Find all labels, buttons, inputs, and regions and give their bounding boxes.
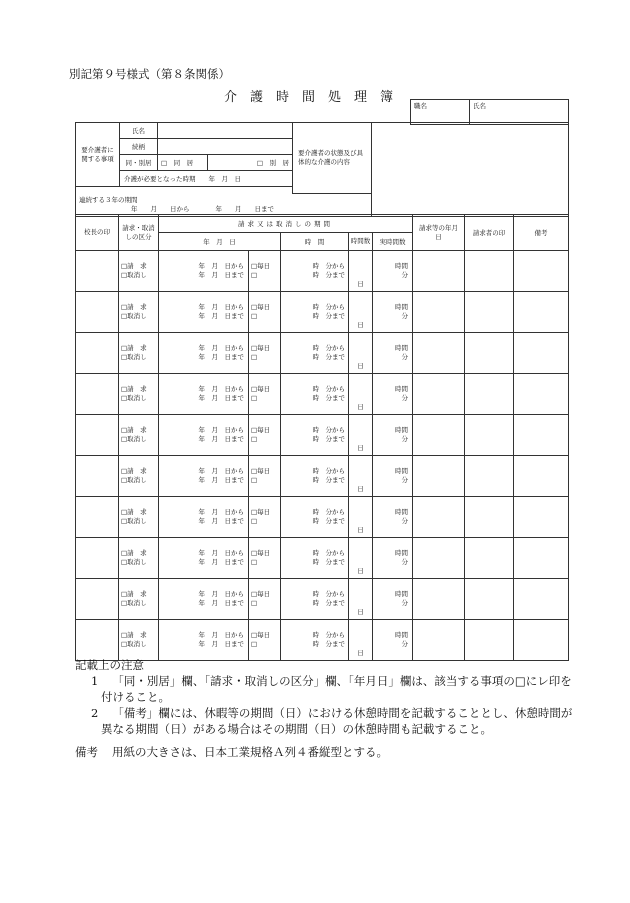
frequency-cell[interactable] (249, 497, 281, 538)
hours-unit: 時間 (395, 508, 408, 516)
remarks-label: 備考 (75, 745, 98, 759)
to-time: 時 分まで (312, 517, 345, 525)
from-time: 時 分から (312, 344, 345, 352)
time-range-cell[interactable] (281, 333, 349, 374)
minutes-unit: 分 (401, 640, 408, 648)
day-unit: 日 (357, 280, 364, 288)
to-date: 年 月 日まで (198, 271, 244, 279)
remarks-cell[interactable] (514, 251, 569, 292)
other-checkbox[interactable]: □ (251, 312, 258, 320)
day-count-cell[interactable] (349, 538, 373, 579)
day-unit: 日 (357, 362, 364, 370)
living-label: 同・別居 (120, 155, 158, 171)
relation-field[interactable] (158, 139, 293, 155)
cancel-checkbox[interactable]: □取消し (121, 640, 147, 648)
category-cell[interactable] (119, 620, 159, 661)
to-time: 時 分まで (312, 558, 345, 566)
remarks-cell[interactable] (514, 620, 569, 661)
living-separate-checkbox[interactable]: □ 別 居 (208, 155, 293, 171)
date-range-cell[interactable] (159, 497, 249, 538)
day-count-cell[interactable] (349, 456, 373, 497)
requester-seal-header: 請求者の印 (465, 215, 514, 251)
request-date-cell[interactable] (413, 251, 465, 292)
requester-seal-cell[interactable] (465, 579, 514, 620)
minutes-unit: 分 (401, 435, 408, 443)
principal-seal-cell[interactable] (76, 456, 119, 497)
care-since-field[interactable]: 介護が必要となった時期 年 月 日 (120, 171, 293, 187)
date-range-cell[interactable] (159, 538, 249, 579)
page-title: 介護時間処理簿 (223, 90, 406, 105)
remarks-cell[interactable] (514, 579, 569, 620)
from-date: 年 月 日から (198, 549, 244, 557)
requester-seal-cell[interactable] (465, 620, 514, 661)
requester-seal-cell[interactable] (465, 374, 514, 415)
time-range-cell[interactable] (281, 292, 349, 333)
name-field[interactable] (158, 123, 293, 139)
to-date: 年 月 日まで (198, 517, 244, 525)
from-time: 時 分から (312, 262, 345, 270)
log-row (76, 538, 569, 579)
hours-unit: 時間 (395, 344, 408, 352)
request-checkbox[interactable]: □請 求 (121, 508, 147, 516)
care-state-label: 要介護者の状態及び具体的な介護の内容 (293, 123, 372, 194)
request-date-cell[interactable] (413, 497, 465, 538)
care-state-field[interactable] (372, 123, 569, 217)
log-row (76, 374, 569, 415)
daily-checkbox[interactable]: □毎日 (251, 467, 271, 475)
daily-checkbox[interactable]: □毎日 (251, 508, 271, 516)
period-header: 請求又は取消しの期間 (159, 215, 413, 233)
from-date: 年 月 日から (198, 262, 244, 270)
day-count-cell[interactable] (349, 620, 373, 661)
from-date: 年 月 日から (198, 426, 244, 434)
staff-post-cell[interactable] (411, 100, 470, 125)
principal-seal-cell[interactable] (76, 620, 119, 661)
from-date: 年 月 日から (198, 508, 244, 516)
care-time-log-table (75, 214, 569, 661)
note-number: 1 (91, 674, 99, 688)
frequency-cell[interactable] (249, 579, 281, 620)
request-date-cell[interactable] (413, 374, 465, 415)
minutes-unit: 分 (401, 599, 408, 607)
remarks-text: 用紙の大きさは、日本工業規格Ａ列４番縦型とする。 (112, 745, 388, 759)
from-date: 年 月 日から (198, 590, 244, 598)
relation-label: 続柄 (120, 139, 158, 155)
time-range-cell[interactable] (281, 374, 349, 415)
principal-seal-cell[interactable] (76, 374, 119, 415)
hours-unit: 時間 (395, 590, 408, 598)
minutes-unit: 分 (401, 558, 408, 566)
from-date: 年 月 日から (198, 344, 244, 352)
day-count-cell[interactable] (349, 374, 373, 415)
day-unit: 日 (357, 444, 364, 452)
category-header: 請求・取消しの区分 (119, 215, 159, 251)
requester-seal-cell[interactable] (465, 497, 514, 538)
day-count-cell[interactable] (349, 497, 373, 538)
day-unit: 日 (357, 321, 364, 329)
staff-name-label: 氏名 (473, 102, 486, 110)
note-text: 「備考」欄には、休暇等の期間（日）における休憩時間を記載することとし、休憩時間が異なる期間（日）がある場合はその期間（日）の休憩時間も記載すること。 (101, 706, 573, 736)
principal-seal-cell[interactable] (76, 538, 119, 579)
daily-checkbox[interactable]: □毎日 (251, 303, 271, 311)
request-date-cell[interactable] (413, 620, 465, 661)
minutes-unit: 分 (401, 353, 408, 361)
day-count-cell[interactable] (349, 292, 373, 333)
frequency-cell[interactable] (249, 292, 281, 333)
date-range-cell[interactable] (159, 579, 249, 620)
category-cell[interactable] (119, 292, 159, 333)
daily-checkbox[interactable]: □毎日 (251, 262, 271, 270)
day-count-cell[interactable] (349, 415, 373, 456)
category-cell[interactable] (119, 497, 159, 538)
log-row (76, 497, 569, 538)
hours-count-header: 時間数 (349, 233, 373, 251)
from-time: 時 分から (312, 467, 345, 475)
from-time: 時 分から (312, 508, 345, 516)
time-range-cell[interactable] (281, 415, 349, 456)
time-header: 時 間 (281, 233, 349, 251)
date-header: 年 月 日 (159, 233, 281, 251)
frequency-cell[interactable] (249, 333, 281, 374)
remarks-cell[interactable] (514, 415, 569, 456)
category-cell[interactable] (119, 251, 159, 292)
remarks-cell[interactable] (514, 497, 569, 538)
date-range-cell[interactable] (159, 251, 249, 292)
period-label: 連続する３年の期間 (79, 195, 138, 204)
from-time: 時 分から (312, 631, 345, 639)
notes-heading: 記載上の注意 (75, 658, 144, 672)
time-range-cell[interactable] (281, 497, 349, 538)
day-unit: 日 (357, 649, 364, 657)
other-checkbox[interactable]: □ (251, 599, 258, 607)
frequency-cell[interactable] (249, 415, 281, 456)
day-unit: 日 (357, 567, 364, 575)
from-date: 年 月 日から (198, 303, 244, 311)
daily-checkbox[interactable]: □毎日 (251, 631, 271, 639)
actual-hours-cell[interactable] (373, 333, 413, 374)
to-date: 年 月 日まで (198, 353, 244, 361)
log-row (76, 333, 569, 374)
minutes-unit: 分 (401, 476, 408, 484)
request-date-cell[interactable] (413, 456, 465, 497)
name-label: 氏名 (120, 123, 158, 139)
request-date-cell[interactable] (413, 292, 465, 333)
to-date: 年 月 日まで (198, 558, 244, 566)
request-checkbox[interactable]: □請 求 (121, 303, 147, 311)
cancel-checkbox[interactable]: □取消し (121, 394, 147, 402)
from-time: 時 分から (312, 549, 345, 557)
actual-hours-cell[interactable] (373, 579, 413, 620)
log-row (76, 620, 569, 661)
hours-unit: 時間 (395, 426, 408, 434)
request-date-cell[interactable] (413, 579, 465, 620)
living-same-checkbox[interactable]: □ 同 居 (158, 155, 208, 171)
date-range-cell[interactable] (159, 333, 249, 374)
date-range-cell[interactable] (159, 374, 249, 415)
daily-checkbox[interactable]: □毎日 (251, 549, 271, 557)
cancel-checkbox[interactable]: □取消し (121, 353, 147, 361)
care-info-table (75, 122, 569, 217)
date-range-cell[interactable] (159, 292, 249, 333)
actual-hours-cell[interactable] (373, 292, 413, 333)
form-label: 別記第９号様式（第８条関係） (69, 67, 230, 81)
daily-checkbox[interactable]: □毎日 (251, 426, 271, 434)
requester-seal-cell[interactable] (465, 538, 514, 579)
date-range-cell[interactable] (159, 620, 249, 661)
principal-seal-cell[interactable] (76, 333, 119, 374)
date-range-cell[interactable] (159, 456, 249, 497)
daily-checkbox[interactable]: □毎日 (251, 385, 271, 393)
requester-seal-cell[interactable] (465, 415, 514, 456)
request-checkbox[interactable]: □請 求 (121, 385, 147, 393)
category-cell[interactable] (119, 333, 159, 374)
time-range-cell[interactable] (281, 251, 349, 292)
to-time: 時 分まで (312, 394, 345, 402)
other-checkbox[interactable]: □ (251, 517, 258, 525)
actual-hours-cell[interactable] (373, 620, 413, 661)
to-date: 年 月 日まで (198, 394, 244, 402)
to-time: 時 分まで (312, 353, 345, 361)
requester-seal-cell[interactable] (465, 333, 514, 374)
date-range-cell[interactable] (159, 415, 249, 456)
frequency-cell[interactable] (249, 538, 281, 579)
request-date-header: 請求等の年月日 (413, 215, 465, 251)
request-date-cell[interactable] (413, 415, 465, 456)
day-unit: 日 (357, 485, 364, 493)
minutes-unit: 分 (401, 271, 408, 279)
cancel-checkbox[interactable]: □取消し (121, 558, 147, 566)
remarks-cell[interactable] (514, 374, 569, 415)
frequency-cell[interactable] (249, 251, 281, 292)
category-cell[interactable] (119, 374, 159, 415)
actual-hours-cell[interactable] (373, 538, 413, 579)
request-date-cell[interactable] (413, 538, 465, 579)
category-cell[interactable] (119, 415, 159, 456)
minutes-unit: 分 (401, 517, 408, 525)
hours-unit: 時間 (395, 303, 408, 311)
to-time: 時 分まで (312, 312, 345, 320)
principal-seal-cell[interactable] (76, 579, 119, 620)
log-row (76, 456, 569, 497)
other-checkbox[interactable]: □ (251, 394, 258, 402)
day-unit: 日 (357, 526, 364, 534)
principal-seal-header: 校長の印 (76, 215, 119, 251)
request-checkbox[interactable]: □請 求 (121, 344, 147, 352)
category-cell[interactable] (119, 456, 159, 497)
log-row (76, 415, 569, 456)
cancel-checkbox[interactable]: □取消し (121, 599, 147, 607)
note-item (75, 705, 575, 737)
frequency-cell[interactable] (249, 620, 281, 661)
log-rows (76, 251, 569, 661)
cancel-checkbox[interactable]: □取消し (121, 271, 147, 279)
other-checkbox[interactable]: □ (251, 435, 258, 443)
to-time: 時 分まで (312, 271, 345, 279)
notes-section (75, 657, 575, 737)
request-checkbox[interactable]: □請 求 (121, 590, 147, 598)
time-range-cell[interactable] (281, 456, 349, 497)
day-count-cell[interactable] (349, 579, 373, 620)
time-range-cell[interactable] (281, 620, 349, 661)
other-checkbox[interactable]: □ (251, 476, 258, 484)
to-time: 時 分まで (312, 476, 345, 484)
principal-seal-cell[interactable] (76, 251, 119, 292)
period-field[interactable] (76, 193, 372, 216)
principal-seal-cell[interactable] (76, 497, 119, 538)
request-checkbox[interactable]: □請 求 (121, 262, 147, 270)
note-number: 2 (91, 706, 99, 720)
frequency-cell[interactable] (249, 374, 281, 415)
other-checkbox[interactable]: □ (251, 353, 258, 361)
to-date: 年 月 日まで (198, 599, 244, 607)
time-range-cell[interactable] (281, 579, 349, 620)
actual-hours-cell[interactable] (373, 251, 413, 292)
log-row (76, 292, 569, 333)
hours-unit: 時間 (395, 262, 408, 270)
from-time: 時 分から (312, 426, 345, 434)
remarks-line (75, 744, 388, 760)
period-value: 年 月 日から 年 月 日まで (131, 204, 274, 213)
request-checkbox[interactable]: □請 求 (121, 467, 147, 475)
day-unit: 日 (357, 403, 364, 411)
frequency-cell[interactable] (249, 456, 281, 497)
from-date: 年 月 日から (198, 631, 244, 639)
actual-hours-cell[interactable] (373, 415, 413, 456)
remarks-cell[interactable] (514, 292, 569, 333)
minutes-unit: 分 (401, 394, 408, 402)
staff-name-cell[interactable] (470, 100, 569, 125)
time-range-cell[interactable] (281, 538, 349, 579)
actual-hours-cell[interactable] (373, 456, 413, 497)
remarks-header: 備考 (514, 215, 569, 251)
from-time: 時 分から (312, 303, 345, 311)
category-cell[interactable] (119, 538, 159, 579)
other-checkbox[interactable]: □ (251, 271, 258, 279)
actual-hours-cell[interactable] (373, 497, 413, 538)
remarks-cell[interactable] (514, 333, 569, 374)
actual-hours-cell[interactable] (373, 374, 413, 415)
to-time: 時 分まで (312, 640, 345, 648)
daily-checkbox[interactable]: □毎日 (251, 344, 271, 352)
from-date: 年 月 日から (198, 467, 244, 475)
from-time: 時 分から (312, 385, 345, 393)
from-time: 時 分から (312, 590, 345, 598)
staff-post-label: 職名 (414, 102, 427, 110)
day-count-cell[interactable] (349, 251, 373, 292)
cancel-checkbox[interactable]: □取消し (121, 312, 147, 320)
hours-unit: 時間 (395, 549, 408, 557)
cancel-checkbox[interactable]: □取消し (121, 517, 147, 525)
hours-unit: 時間 (395, 467, 408, 475)
cancel-checkbox[interactable]: □取消し (121, 476, 147, 484)
hours-unit: 時間 (395, 631, 408, 639)
minutes-unit: 分 (401, 312, 408, 320)
remarks-cell[interactable] (514, 538, 569, 579)
day-count-cell[interactable] (349, 333, 373, 374)
to-date: 年 月 日まで (198, 435, 244, 443)
to-time: 時 分まで (312, 599, 345, 607)
day-unit: 日 (357, 608, 364, 616)
log-row (76, 579, 569, 620)
to-date: 年 月 日まで (198, 640, 244, 648)
actual-hours-header: 実時間数 (373, 233, 413, 251)
daily-checkbox[interactable]: □毎日 (251, 590, 271, 598)
request-checkbox[interactable]: □請 求 (121, 426, 147, 434)
other-checkbox[interactable]: □ (251, 558, 258, 566)
to-date: 年 月 日まで (198, 312, 244, 320)
log-row (76, 251, 569, 292)
from-date: 年 月 日から (198, 385, 244, 393)
to-time: 時 分まで (312, 435, 345, 443)
cancel-checkbox[interactable]: □取消し (121, 435, 147, 443)
request-date-cell[interactable] (413, 333, 465, 374)
hours-unit: 時間 (395, 385, 408, 393)
request-checkbox[interactable]: □請 求 (121, 549, 147, 557)
request-checkbox[interactable]: □請 求 (121, 631, 147, 639)
remarks-cell[interactable] (514, 456, 569, 497)
requester-seal-cell[interactable] (465, 456, 514, 497)
to-date: 年 月 日まで (198, 476, 244, 484)
requester-seal-cell[interactable] (465, 292, 514, 333)
care-recipient-label: 要介護者に関する事項 (76, 123, 120, 187)
note-item (75, 673, 575, 705)
other-checkbox[interactable]: □ (251, 640, 258, 648)
principal-seal-cell[interactable] (76, 415, 119, 456)
principal-seal-cell[interactable] (76, 292, 119, 333)
category-cell[interactable] (119, 579, 159, 620)
requester-seal-cell[interactable] (465, 251, 514, 292)
note-text: 「同・別居」欄、「請求・取消しの区分」欄、「年月日」欄は、該当する事項の□にレ印を付けること。 (101, 674, 572, 704)
